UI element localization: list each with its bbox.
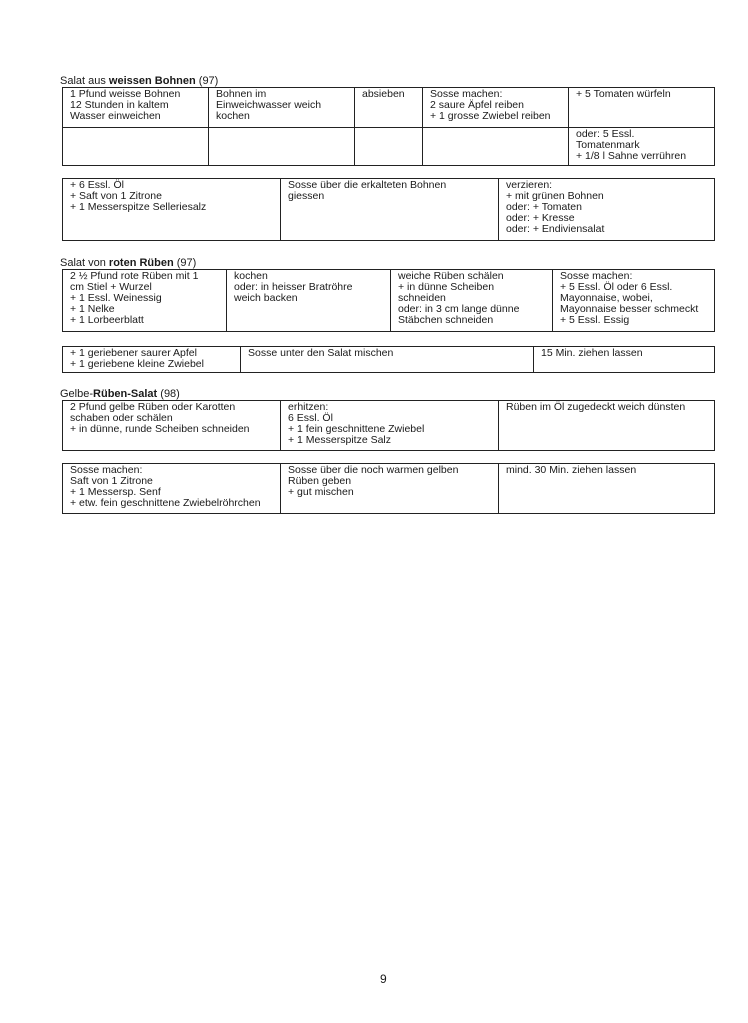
title-suffix: (97) — [173, 257, 197, 269]
cell-sosse-mayonnaise: Sosse machen: + 5 Essl. Öl oder 6 Essl. Mayonnaise, wobei, Mayonnaise besser schmeckt + 5 Essl. Essig — [553, 270, 715, 332]
cell-sosse-giessen: Sosse über die erkalteten Bohnen giessen — [281, 179, 499, 241]
cell-sosse-senf: Sosse machen: Saft von 1 Zitrone + 1 Messersp. Senf + etw. fein geschnittene Zwiebelröhrchen — [63, 464, 281, 514]
page-number: 9 — [380, 972, 387, 986]
title-bold: weissen Bohnen — [108, 75, 196, 87]
table-gelbe-1 — [62, 400, 715, 451]
title-prefix: Salat von — [60, 257, 109, 269]
table-rueben-2 — [62, 346, 715, 373]
cell-mind-ziehen: mind. 30 Min. ziehen lassen — [499, 464, 715, 514]
cell-bohnen-einweichen: 1 Pfund weisse Bohnen 12 Stunden in kaltem Wasser einweichen — [63, 88, 209, 128]
section-title-rote-rueben — [60, 257, 196, 269]
table-row — [63, 464, 715, 514]
cell-sosse-ueber-rueben: Sosse über die noch warmen gelben Rüben geben + gut mischen — [281, 464, 499, 514]
cell-bohnen-kochen: Bohnen im Einweichwasser weich kochen — [209, 88, 355, 128]
title-prefix: Gelbe- — [60, 388, 94, 400]
title-prefix: Salat aus — [60, 75, 109, 87]
table-row — [63, 128, 715, 166]
cell-tomaten-wuerfeln: + 5 Tomaten würfeln — [569, 88, 715, 128]
table-bohnen-1 — [62, 87, 715, 166]
table-row — [63, 401, 715, 451]
cell-tomatenmark: oder: 5 Essl. Tomatenmark + 1/8 l Sahne verrühren — [569, 128, 715, 166]
cell-oel-zitrone: + 6 Essl. Öl + Saft von 1 Zitrone + 1 Messerspitze Selleriesalz — [63, 179, 281, 241]
table-row — [63, 179, 715, 241]
table-bohnen-2 — [62, 178, 715, 241]
cell-ziehen-lassen: 15 Min. ziehen lassen — [534, 347, 715, 373]
cell-rueben-schaelen: weiche Rüben schälen + in dünne Scheiben schneiden oder: in 3 cm lange dünne Stäbchen schneiden — [391, 270, 553, 332]
table-gelbe-2 — [62, 463, 715, 514]
table-row — [63, 347, 715, 373]
cell-duensten: Rüben im Öl zugedeckt weich dünsten — [499, 401, 715, 451]
title-suffix: (97) — [195, 75, 219, 87]
cell-erhitzen: erhitzen: 6 Essl. Öl + 1 fein geschnittene Zwiebel + 1 Messerspitze Salz — [281, 401, 499, 451]
cell-kochen: kochen oder: in heisser Bratröhre weich backen — [227, 270, 391, 332]
table-row — [63, 270, 715, 332]
title-suffix: (98) — [157, 388, 180, 400]
cell-karotten: 2 Pfund gelbe Rüben oder Karotten schaben oder schälen + in dünne, runde Scheiben schneiden — [63, 401, 281, 451]
table-rueben-1 — [62, 269, 715, 332]
table-row — [63, 88, 715, 128]
cell-absieben: absieben — [355, 88, 423, 128]
section-title-weisse-bohnen — [60, 75, 218, 87]
title-bold: roten Rüben — [108, 257, 174, 269]
cell-sosse-mischen: Sosse unter den Salat mischen — [241, 347, 534, 373]
cell-sosse-machen: Sosse machen: 2 saure Äpfel reiben + 1 grosse Zwiebel reiben — [423, 88, 569, 128]
cell-verzieren: verzieren: + mit grünen Bohnen oder: + Tomaten oder: + Kresse oder: + Endiviensalat — [499, 179, 715, 241]
title-bold: Rüben-Salat — [93, 388, 158, 400]
cell-rote-rueben-zutaten: 2 ½ Pfund rote Rüben mit 1 cm Stiel + Wurzel + 1 Essl. Weinessig + 1 Nelke + 1 Lorbeerblatt — [63, 270, 227, 332]
cell-apfel-zwiebel: + 1 geriebener saurer Apfel + 1 geriebene kleine Zwiebel — [63, 347, 241, 373]
section-title-gelbe-rueben — [60, 388, 180, 400]
